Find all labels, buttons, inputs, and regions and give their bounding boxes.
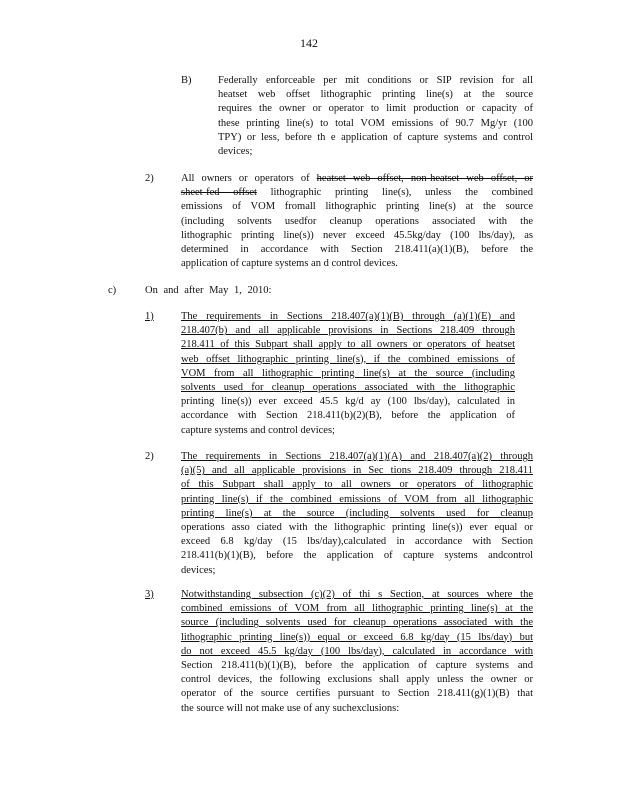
item-c2-paragraph [181,450,533,578]
item-b-line: Federally enforceable per mit conditions or SIP revision for all [218,75,533,86]
item-c3-line: control devices, the following exclusions shall apply unless the owner or [181,674,533,686]
item-c2-line: printing line(s) if the combined emissions of VOM from all lithographic [181,493,533,505]
item-c1-line: 218.411 of this Subpart shall apply to all owners or operators of heatset [181,339,515,351]
item-c1-line: printing line(s)) ever exceed 45.5 kg/d ay (100 lbs/day), calculated in [181,396,515,408]
item-c2-line: devices; [181,564,216,576]
item-c1-line: web offset lithographic printing line(s), if the combined emissions of [181,353,515,365]
item-b-paragraph [218,74,533,159]
item-c2-line: (a)(5) and all applicable provisions in Sec tions 218.409 through 218.411 [181,465,533,477]
item-c2-line: The requirements in Sections 218.407(a)(1)(A) and 218.407(a)(2) through [181,451,533,462]
item-c2-line: 218.411(b)(1)(B), before the application of capture systems andcontrol [181,550,533,562]
item-c2-label: 2) [145,451,154,462]
item-2-line [181,186,533,200]
item-c3-line: lithographic printing line(s)) equal or exceed 6.8 kg/day (15 lbs/day) but [181,631,533,643]
item-c3-line: operator of the source certifies pursuant to Section 218.411(g)(1)(B) that [181,688,533,700]
item-2-line: application of capture systems an d control devices. [181,258,398,270]
item-c3-line: source (including solvents used for cleanup operations associated with the [181,617,533,629]
item-c1-paragraph [181,310,515,438]
item-2-line: determined in accordance with Section 218.411(a)(1)(B), before the [181,243,533,255]
item-2-line2-text: lithographic printing line(s), unless the combined [270,187,533,199]
item-2-line: emissions of VOM fromall lithographic printing line(s) at the source [181,201,533,213]
item-b-line: requires the owner or operator to limit production or capacity of [218,103,533,115]
item-c1-line: 218.407(b) and all applicable provisions in Sections 218.409 through [181,325,515,337]
item-2-deleted-text: sheet-fed offset [181,187,257,199]
page-number: 142 [300,36,318,50]
item-c3-line: the source will not make use of any suchexclusions: [181,702,400,714]
item-c3-label: 3) [145,589,154,600]
item-b-line: these printing line(s) to total VOM emissions of 90.7 Mg/yr (100 [218,117,533,129]
item-b-line: heatset web offset lithographic printing line(s) at the source [218,89,533,101]
item-b-line: devices; [218,145,253,157]
item-c1-line: VOM from all lithographic printing line(s) at the source (including [181,367,515,379]
item-c3-line: do not exceed 45.5 kg/day (100 lbs/day), calculated in accordance with [181,645,533,657]
item-2-paragraph [181,172,533,271]
item-c2-line: operations asso ciated with the lithographic printing line(s)) ever equal or [181,521,533,533]
item-c3-line: combined emissions of VOM from all lithographic printing line(s) at the [181,603,533,615]
item-2-line [181,172,533,186]
section-c-label: c) [108,285,117,296]
item-c2-line: of this Subpart shall apply to all owners or operators of lithographic [181,479,533,491]
item-b-label: B) [181,75,192,86]
item-2-line1-text: All owners or operators of [181,173,310,184]
item-c2-line: printing line(s) at the source (including solvents used for cleanup [181,507,533,519]
item-c3-line: Section 218.411(b)(1)(B), before the application of capture systems and [181,659,533,671]
item-c1-line: solvents used for cleanup operations associated with the lithographic [181,381,515,393]
item-c2-line: exceed 6.8 kg/day (15 lbs/day),calculated in accordance with Section [181,536,533,548]
item-c3-paragraph [181,588,533,716]
item-2-line: lithographic printing line(s)) never exceed 45.5kg/day (100 lbs/day), as [181,229,533,241]
item-2-label: 2) [145,173,154,184]
item-c1-line: The requirements in Sections 218.407(a)(1)(B) through (a)(1)(E) and [181,311,515,322]
item-2-line: (including solvents usedfor cleanup operations associated with the [181,215,533,227]
item-c3-line: Notwithstanding subsection (c)(2) of thi s Section, at sources where the [181,589,533,600]
section-c-text: On and after May 1, 2010: [145,285,272,296]
item-c1-line: capture systems and control devices; [181,424,335,436]
item-b-line: TPY) or less, before th e application of capture systems and control [218,131,533,143]
item-c1-line: accordance with Section 218.411(b)(2)(B), before the application of [181,410,515,422]
item-2-deleted-text: heatset web offset, non-heatset web offset, or [316,173,533,184]
item-c1-label: 1) [145,311,154,322]
